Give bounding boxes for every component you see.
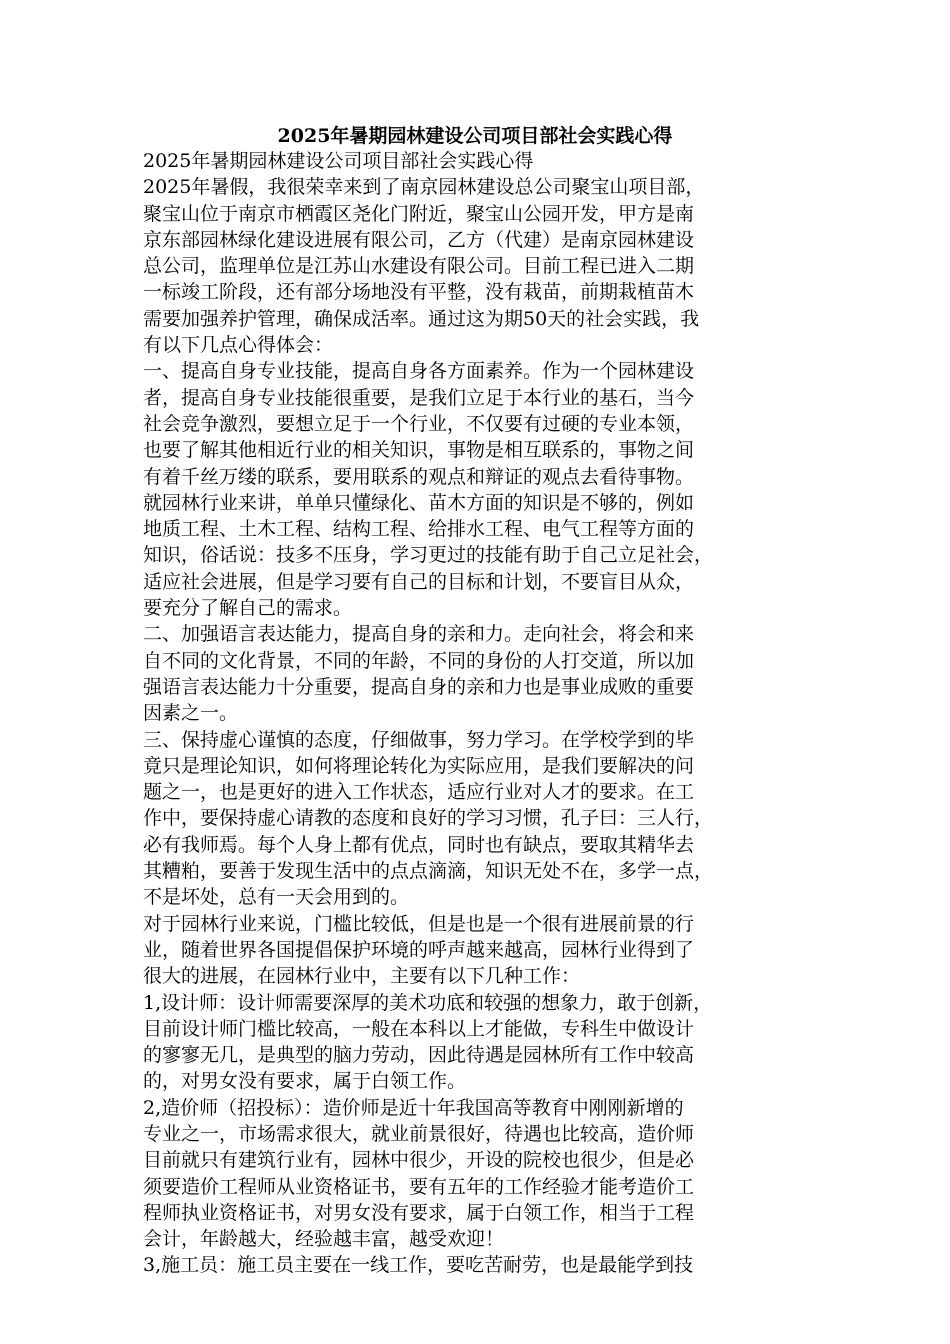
text-line: 三、保持虚心谨慎的态度，仔细做事，努力学习。在学校学到的毕	[143, 728, 695, 751]
text-line: 就园林行业来讲，单单只懂绿化、苗木方面的知识是不够的，例如	[143, 491, 695, 514]
text-line: 2025年暑期园林建设公司项目部社会实践心得	[143, 150, 534, 172]
text-line: 其糟粕，要善于发现生活中的点点滴滴，知识无处不在，多学一点，	[143, 860, 714, 883]
text-line: 社会竞争激烈，要想立足于一个行业，不仅要有过硬的专业本领，	[143, 412, 695, 435]
text-line: 作中，要保持虚心请教的态度和良好的学习习惯，孔子曰：三人行，	[143, 807, 714, 830]
text-line: 很大的进展，在园林行业中，主要有以下几种工作：	[143, 965, 581, 988]
text-line: 强语言表达能力十分重要，提高自身的亲和力也是事业成败的重要	[143, 675, 695, 698]
text-line: 业，随着世界各国提倡保护环境的呼声越来越高，园林行业得到了	[143, 938, 695, 961]
text-line: 自不同的文化背景，不同的年龄，不同的身份的人打交道，所以加	[143, 649, 695, 672]
text-line: 京东部园林绿化建设进展有限公司，乙方（代建）是南京园林建设	[143, 228, 695, 251]
text-line: 有着千丝万缕的联系，要用联系的观点和辩证的观点去看待事物。	[143, 465, 695, 488]
text-line: 有以下几点心得体会：	[143, 334, 334, 357]
text-line: 因素之一。	[143, 702, 239, 725]
text-line: 一标竣工阶段，还有部分场地没有平整，没有栽苗，前期栽植苗木	[143, 281, 695, 304]
text-line: 也要了解其他相近行业的相关知识，事物是相互联系的，事物之间	[143, 439, 695, 462]
text-line: 会计，年龄越大，经验越丰富，越受欢迎！	[143, 1228, 505, 1251]
text-line: 3,施工员：施工员主要在一线工作，要吃苦耐劳，也是最能学到技	[143, 1254, 694, 1277]
text-line: 总公司，监理单位是江苏山水建设有限公司。目前工程已进入二期	[143, 255, 695, 278]
document-title: 2025年暑期园林建设公司项目部社会实践心得	[277, 125, 673, 147]
text-line: 者，提高自身专业技能很重要，是我们立足于本行业的基石，当今	[143, 386, 695, 409]
text-line: 2025年暑假，我很荣幸来到了南京园林建设总公司聚宝山项目部，	[143, 176, 705, 199]
text-line: 题之一，也是更好的进入工作状态，适应行业对人才的要求。在工	[143, 781, 695, 804]
text-line: 程师执业资格证书，对男女没有要求，属于白领工作，相当于工程	[143, 1201, 695, 1224]
text-line: 目前设计师门槛比较高，一般在本科以上才能做，专科生中做设计	[143, 1017, 695, 1040]
text-line: 要充分了解自己的需求。	[143, 597, 353, 620]
text-line: 对于园林行业来说，门槛比较低，但是也是一个很有进展前景的行	[143, 912, 695, 935]
text-line: 竟只是理论知识，如何将理论转化为实际应用，是我们要解决的问	[143, 754, 695, 777]
text-line: 需要加强养护管理，确保成活率。通过这为期50天的社会实践，我	[143, 307, 700, 330]
text-line: 一、提高自身专业技能，提高自身各方面素养。作为一个园林建设	[143, 360, 695, 383]
text-line: 二、加强语言表达能力，提高自身的亲和力。走向社会，将会和来	[143, 623, 695, 646]
text-line: 专业之一，市场需求很大，就业前景很好，待遇也比较高，造价师	[143, 1122, 695, 1145]
text-line: 的，对男女没有要求，属于白领工作。	[143, 1070, 467, 1093]
text-line: 必有我师焉。每个人身上都有优点，同时也有缺点，要取其精华去	[143, 833, 695, 856]
text-line: 适应社会进展，但是学习要有自己的目标和计划，不要盲目从众，	[143, 570, 695, 593]
text-line: 1,设计师：设计师需要深厚的美术功底和较强的想象力，敢于创新，	[143, 991, 713, 1014]
text-line: 须要造价工程师从业资格证书，要有五年的工作经验才能考造价工	[143, 1175, 695, 1198]
document-body	[143, 148, 807, 1279]
text-line: 地质工程、土木工程、结构工程、给排水工程、电气工程等方面的	[143, 518, 695, 541]
text-line: 目前就只有建筑行业有，园林中很少，开设的院校也很少，但是必	[143, 1149, 695, 1172]
text-line: 2,造价师（招投标）：造价师是近十年我国高等教育中刚刚新增的	[143, 1096, 684, 1119]
text-line: 聚宝山位于南京市栖霞区尧化门附近，聚宝山公园开发，甲方是南	[143, 202, 695, 225]
text-line: 的寥寥无几，是典型的脑力劳动，因此待遇是园林所有工作中较高	[143, 1044, 695, 1067]
text-line: 不是坏处，总有一天会用到的。	[143, 886, 410, 909]
text-line: 知识，俗话说：技多不压身，学习更过的技能有助于自己立足社会，	[143, 544, 714, 567]
